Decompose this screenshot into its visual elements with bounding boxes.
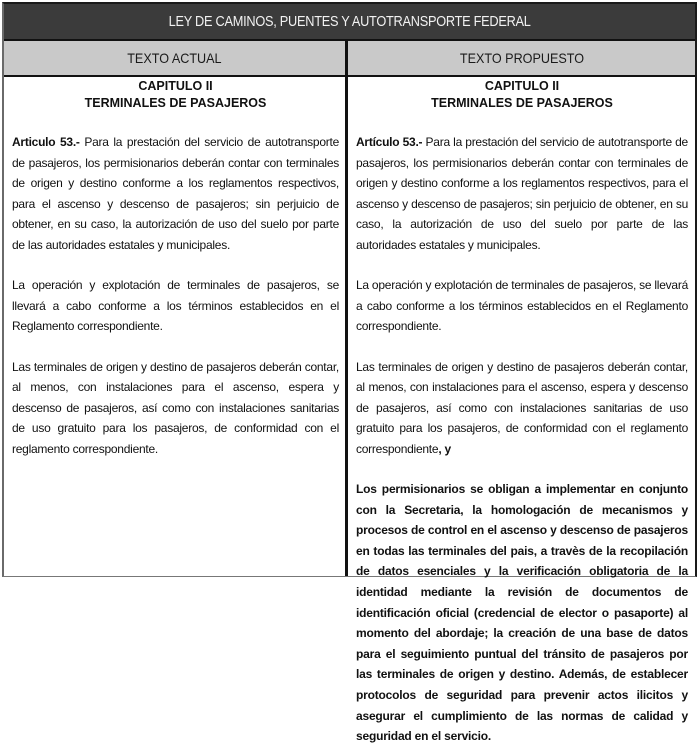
header-proposed-text: TEXTO PROPUESTO	[459, 50, 584, 66]
comparison-table	[2, 2, 697, 744]
chapter-title: TERMINALES DE PASAJEROS	[431, 96, 613, 110]
article-label: Artículo 53.-	[356, 135, 423, 149]
content-row	[4, 77, 695, 744]
chapter-heading	[12, 78, 339, 112]
chapter-title: TERMINALES DE PASAJEROS	[84, 96, 267, 110]
chapter-number: CAPITULO II	[138, 79, 213, 93]
article-paragraph-1: Articulo 53.- Para la prestación del servicio de autotransporte de pasajeros, los permisionarios deberán contar con terminales de origen y destino conforme a los reglamentos respectivos, para el ascenso y descenso de pasajeros; sin perjuicio de obtener, en su caso, la autorización de uso del suelo por parte de las autoridades estatales y municipales.	[12, 135, 339, 252]
law-title-bar	[4, 4, 695, 41]
law-title: LEY DE CAMINOS, PUENTES Y AUTOTRANSPORTE FEDERAL	[168, 13, 531, 30]
article-paragraph-1: Artículo 53.- Para la prestación del servicio de autotransporte de pasajeros, los permisionarios deberán contar con terminales de origen y destino conforme a los reglamentos respectivos, para el ascenso y descenso de pasajeros; sin perjuicio de obtener, en su caso, la autorización de uso del suelo por parte de las autoridades estatales y municipales.	[356, 135, 688, 252]
header-current-text: TEXTO ACTUAL	[4, 41, 348, 75]
article-paragraph-2: La operación y explotación de terminales de pasajeros, se llevará a cabo conforme a los términos establecidos en el Reglamento correspondiente.	[356, 278, 688, 333]
added-paragraph-4: Los permisionarios se obligan a implementar en conjunto con la Secretaria, la homologación de mecanismos y procesos de control en el ascenso y descenso de pasajeros en todas las terminales del pais, a travès de la recopilación de datos esenciales y la verificación obligatoria de la identidad mediante la revisión de documentos de identificación oficial (credencial de elector o pasaporte) al momento del abordaje; la creación de una base de datos para el seguimiento puntual del tránsito de pasajeros por las terminales de origen y destino. Además, de establecer protocolos de seguridad para prevenir actos ilicitos y asegurar el cumplimiento de las normas de calidad y seguridad en el servicio.	[356, 482, 688, 744]
article-paragraph-3: Las terminales de origen y destino de pasajeros deberán contar, al menos, con instalaciones para el ascenso, espera y descenso de pasajeros, así como con instalaciones sanitarias de uso gratuito para los pasajeros, de conformidad con el reglamento correspondiente, y	[356, 359, 688, 456]
article-label: Articulo 53.-	[12, 135, 80, 149]
proposed-text-cell	[348, 77, 695, 744]
article-paragraph-3: Las terminales de origen y destino de pasajeros deberán contar, al menos, con instalaciones para el ascenso, espera y descenso de pasajeros, así como con instalaciones sanitarias de uso gratuito para los pasajeros, de conformidad con el reglamento correspondiente.	[12, 359, 339, 456]
chapter-heading	[356, 78, 688, 112]
added-text: , y	[438, 441, 451, 456]
chapter-number: CAPITULO II	[484, 79, 560, 93]
article-paragraph-2: La operación y explotación de terminales de pasajeros, se llevará a cabo conforme a los términos establecidos en el Reglamento correspondiente.	[12, 278, 339, 333]
column-header-row	[4, 41, 695, 77]
current-text-cell	[4, 77, 348, 576]
